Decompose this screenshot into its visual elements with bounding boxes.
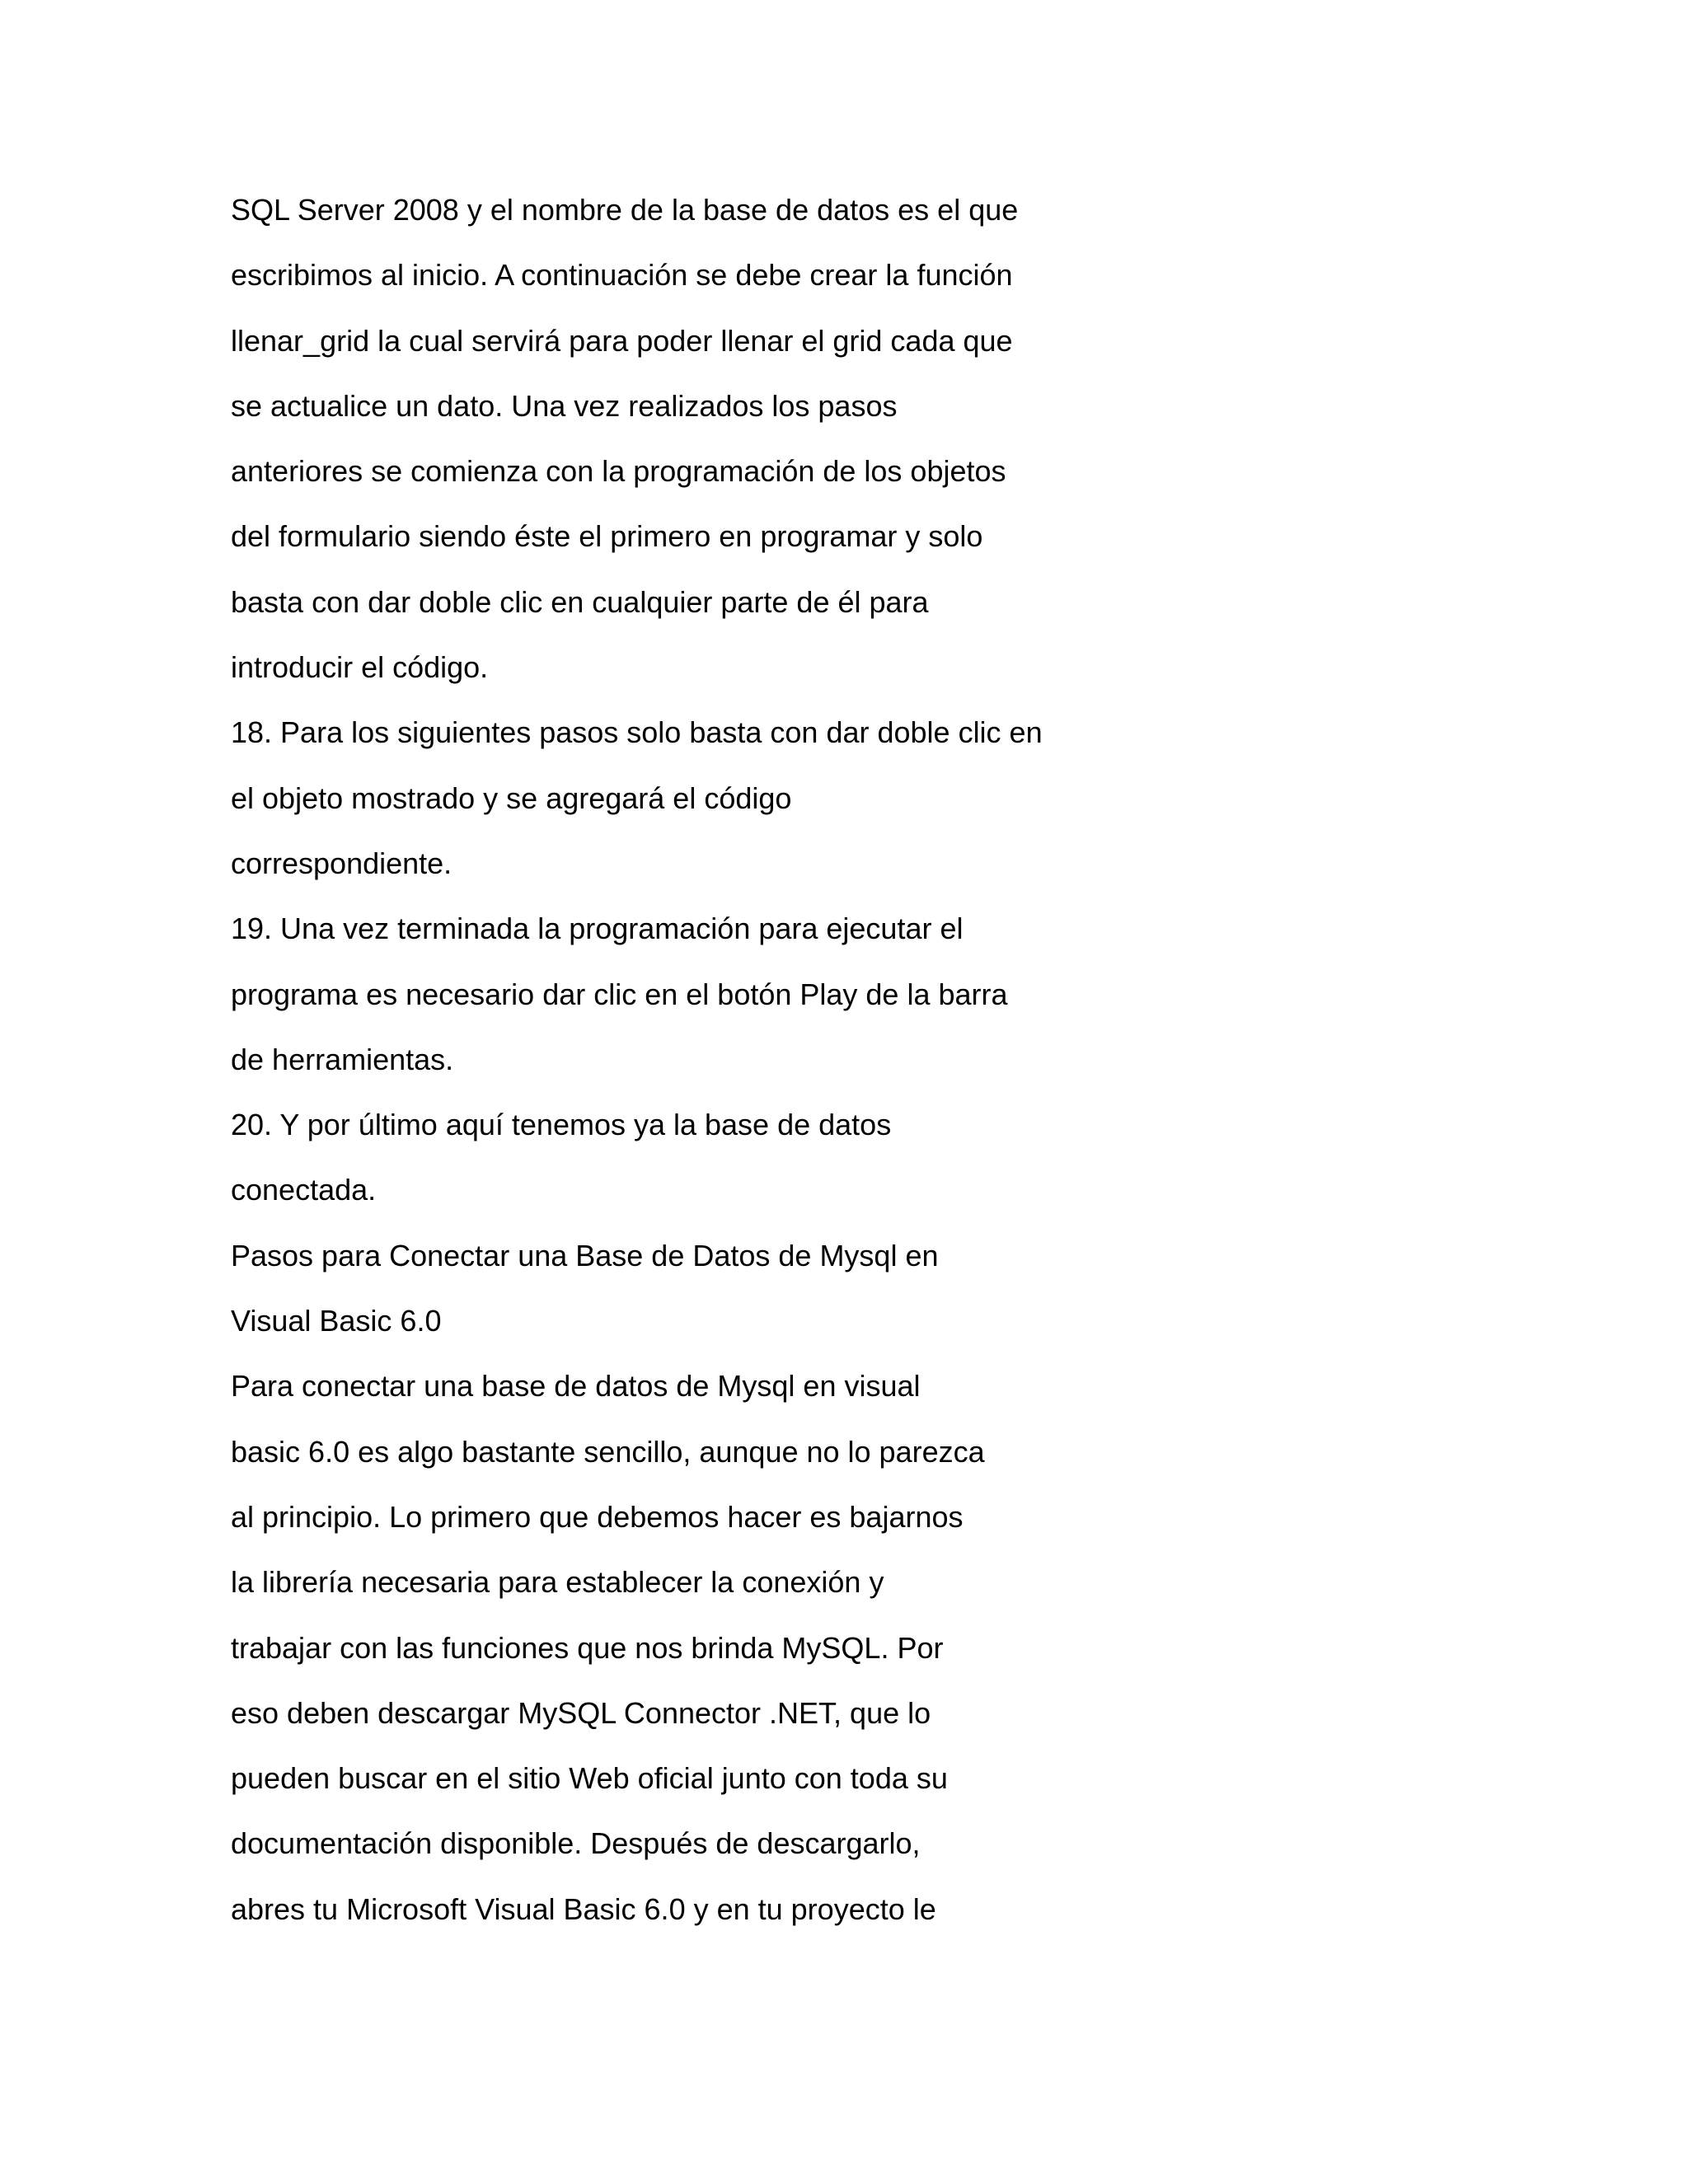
text-line: abres tu Microsoft Visual Basic 6.0 y en tu proyecto le [231, 1891, 936, 1926]
text-line: se actualice un dato. Una vez realizados los pasos [231, 388, 898, 423]
text-line: SQL Server 2008 y el nombre de la base de datos es el que [231, 193, 1019, 227]
list-item-19: 19. Una vez terminada la programación para ejecutar el [231, 912, 964, 946]
section-heading: Visual Basic 6.0 [231, 1304, 442, 1338]
text-line: programa es necesario dar clic en el botón Play de la barra [231, 977, 1008, 1011]
text-line: pueden buscar en el sitio Web oficial junto con toda su [231, 1761, 948, 1796]
text-line: de herramientas. [231, 1042, 454, 1076]
body-text [231, 190, 1401, 1954]
text-line: trabajar con las funciones que nos brinda MySQL. Por [231, 1630, 944, 1665]
text-line: introducir el código. [231, 650, 489, 685]
text-line: la librería necesaria para establecer la conexión y [231, 1565, 884, 1600]
text-line: documentación disponible. Después de descargarlo, [231, 1826, 921, 1861]
text-line: eso deben descargar MySQL Connector .NET, que lo [231, 1695, 931, 1730]
section-heading: Pasos para Conectar una Base de Datos de Mysql en [231, 1238, 939, 1272]
text-line: conectada. [231, 1173, 377, 1207]
text-line: basta con dar doble clic en cualquier parte de él para [231, 584, 929, 619]
text-line: del formulario siendo éste el primero en programar y solo [231, 519, 983, 554]
text-line: llenar_grid la cual servirá para poder llenar el grid cada que [231, 323, 1013, 358]
list-item-20: 20. Y por último aquí tenemos ya la base de datos [231, 1108, 892, 1142]
text-line: el objeto mostrado y se agregará el código [231, 780, 792, 815]
text-line: anteriores se comienza con la programación de los objetos [231, 454, 1006, 489]
text-line: basic 6.0 es algo bastante sencillo, aunque no lo parezca [231, 1434, 985, 1469]
text-line: Para conectar una base de datos de Mysql en visual [231, 1369, 921, 1404]
text-line: escribimos al inicio. A continuación se debe crear la función [231, 258, 1013, 293]
text-line: correspondiente. [231, 846, 452, 880]
list-item-18: 18. Para los siguientes pasos solo basta con dar doble clic en [231, 715, 1043, 750]
text-line: al principio. Lo primero que debemos hacer es bajarnos [231, 1499, 964, 1534]
